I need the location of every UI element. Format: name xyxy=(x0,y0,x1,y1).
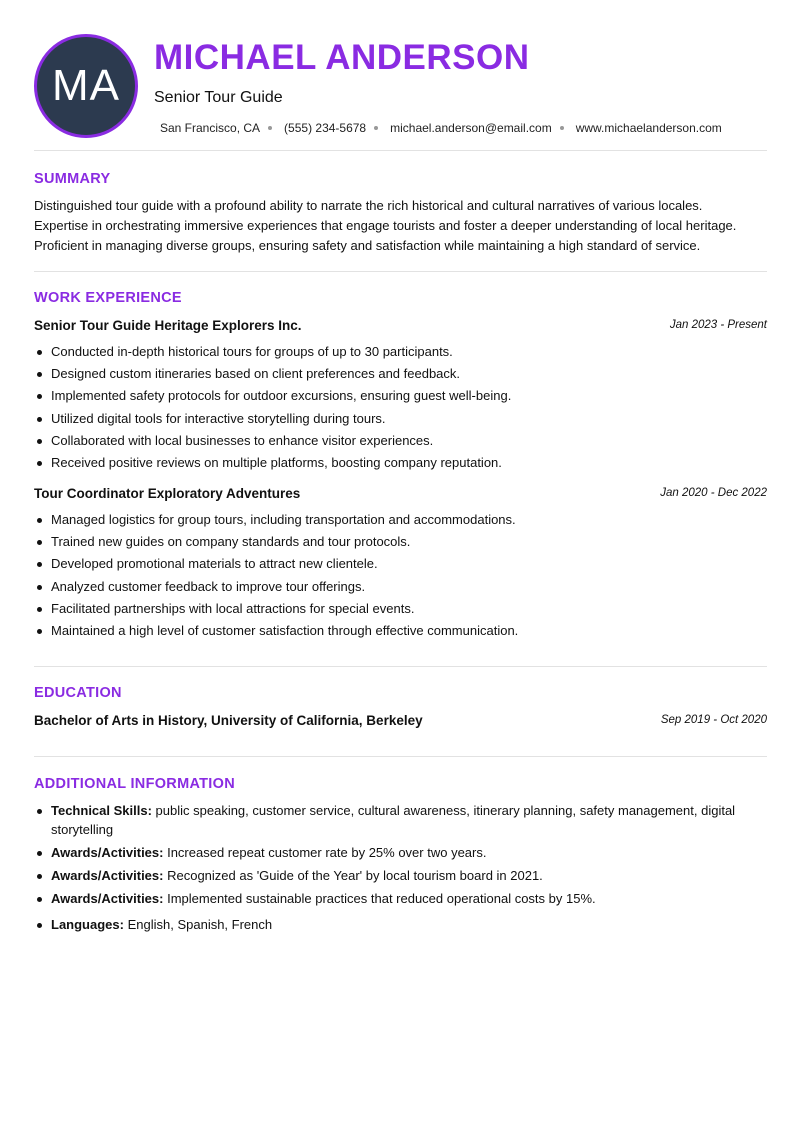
contact-location: San Francisco, CA xyxy=(160,121,261,135)
job-dates: Jan 2023 - Present xyxy=(669,319,767,331)
contact-info xyxy=(160,121,722,135)
summary-text xyxy=(34,196,767,256)
job-title: Senior Tour Guide Heritage Explorers Inc. xyxy=(34,318,302,333)
separator-dot xyxy=(374,126,378,130)
degree: Bachelor of Arts in History, University of California, Berkeley xyxy=(34,713,423,728)
section-divider xyxy=(34,150,767,151)
item-text: English, Spanish, French xyxy=(127,917,273,932)
list-item: Utilized digital tools for interactive storytelling during tours. xyxy=(34,411,767,427)
section-divider xyxy=(34,666,767,667)
list-item: Trained new guides on company standards and tour protocols. xyxy=(34,534,767,550)
item-text: Increased repeat customer rate by 25% over two years. xyxy=(167,845,487,860)
list-item: Maintained a high level of customer satisfaction through effective communication. xyxy=(34,623,767,639)
avatar: MA xyxy=(34,34,138,138)
list-item: Developed promotional materials to attract new clientele. xyxy=(34,556,767,572)
job-header xyxy=(34,318,767,336)
list-item xyxy=(34,801,767,839)
additional-list xyxy=(34,801,767,938)
job-bullets xyxy=(34,512,767,645)
summary-line: Proficient in managing diverse groups, ensuring safety and satisfaction while maintaining a high standard of service. xyxy=(34,238,701,253)
summary-line: Expertise in orchestrating immersive experiences that engage tourists and foster a deeper understanding of local heritage. xyxy=(34,218,737,233)
job-dates: Jan 2020 - Dec 2022 xyxy=(660,487,767,499)
experience-heading: WORK EXPERIENCE xyxy=(34,290,182,306)
list-item: Collaborated with local businesses to enhance visitor experiences. xyxy=(34,433,767,449)
list-item xyxy=(34,866,767,885)
list-item: Received positive reviews on multiple platforms, boosting company reputation. xyxy=(34,455,767,471)
job-bullets xyxy=(34,344,767,477)
list-item: Managed logistics for group tours, including transportation and accommodations. xyxy=(34,512,767,528)
list-item: Conducted in-depth historical tours for groups of up to 30 participants. xyxy=(34,344,767,360)
job-title: Tour Coordinator Exploratory Adventures xyxy=(34,486,301,501)
separator-dot xyxy=(560,126,564,130)
list-item: Designed custom itineraries based on client preferences and feedback. xyxy=(34,366,767,382)
resume-header xyxy=(34,34,767,138)
section-divider xyxy=(34,271,767,272)
list-item: Implemented safety protocols for outdoor excursions, ensuring guest well-being. xyxy=(34,388,767,404)
item-label: Awards/Activities: xyxy=(51,845,164,860)
list-item xyxy=(34,843,767,862)
item-label: Languages: xyxy=(51,917,124,932)
list-item: Analyzed customer feedback to improve tour offerings. xyxy=(34,579,767,595)
summary-line: Distinguished tour guide with a profound ability to narrate the rich historical and cultural narratives of various locales. xyxy=(34,198,703,213)
contact-website[interactable]: www.michaelanderson.com xyxy=(575,121,722,135)
education-entry xyxy=(34,713,767,731)
item-label: Awards/Activities: xyxy=(51,891,164,906)
item-text: Recognized as 'Guide of the Year' by local tourism board in 2021. xyxy=(167,868,543,883)
candidate-role: Senior Tour Guide xyxy=(154,89,283,106)
item-label: Technical Skills: xyxy=(51,803,152,818)
education-heading: EDUCATION xyxy=(34,685,122,701)
contact-email[interactable]: michael.anderson@email.com xyxy=(390,121,552,135)
summary-heading: SUMMARY xyxy=(34,171,111,187)
job-header xyxy=(34,486,767,504)
list-item: Facilitated partnerships with local attractions for special events. xyxy=(34,601,767,617)
item-label: Awards/Activities: xyxy=(51,868,164,883)
additional-heading: ADDITIONAL INFORMATION xyxy=(34,776,235,792)
contact-phone[interactable]: (555) 234-5678 xyxy=(284,121,367,135)
section-divider xyxy=(34,756,767,757)
candidate-name: MICHAEL ANDERSON xyxy=(154,38,530,77)
item-text: Implemented sustainable practices that reduced operational costs by 15%. xyxy=(167,891,596,906)
item-text: public speaking, customer service, cultural awareness, itinerary planning, safety management, digital storytelling xyxy=(51,803,736,837)
education-dates: Sep 2019 - Oct 2020 xyxy=(660,714,767,726)
list-item xyxy=(34,915,767,934)
list-item xyxy=(34,889,767,908)
separator-dot xyxy=(268,126,272,130)
